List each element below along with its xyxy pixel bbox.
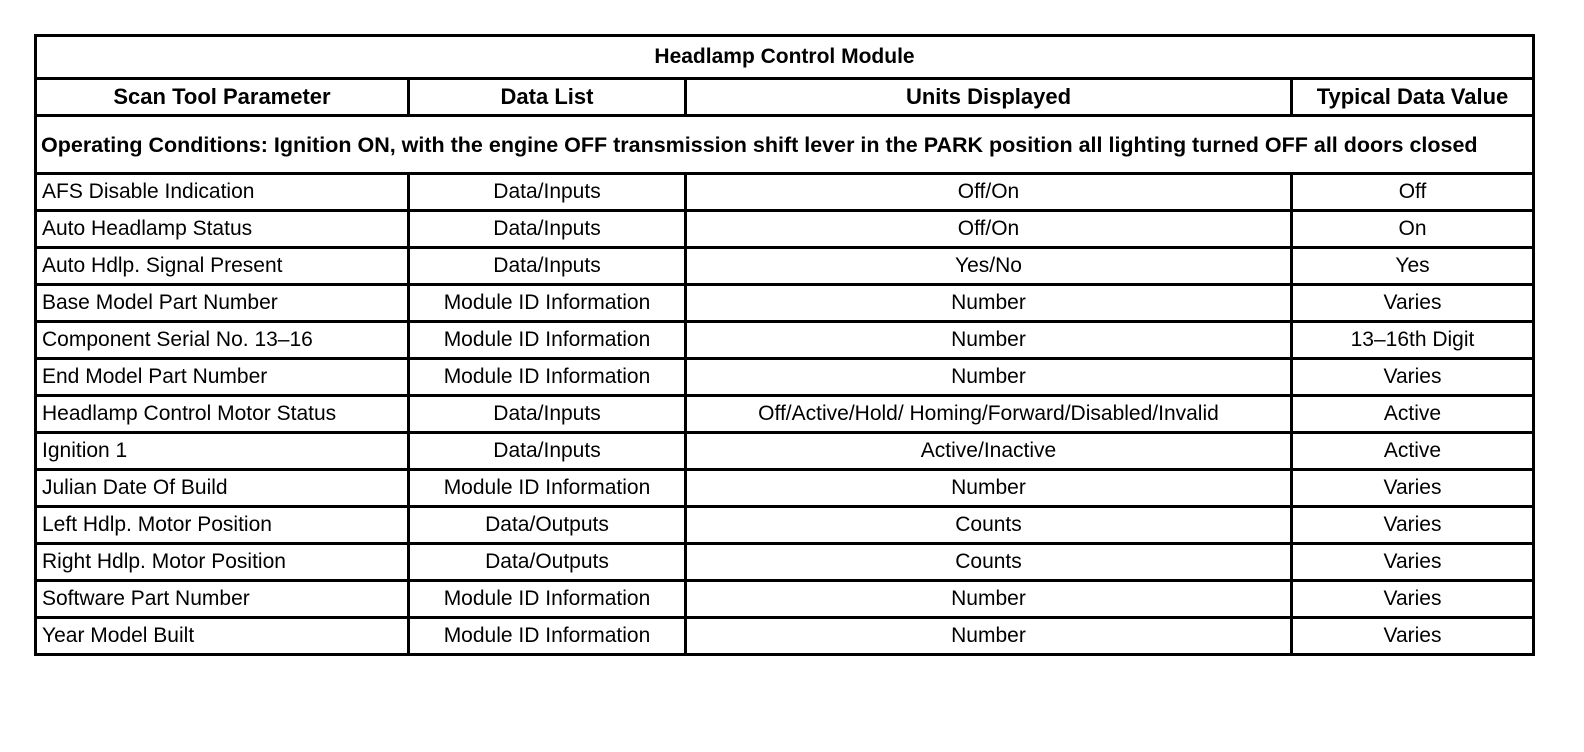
cell-units: Off/On <box>686 211 1292 248</box>
cell-typical-value: Varies <box>1292 507 1534 544</box>
cell-data-list: Data/Inputs <box>409 433 686 470</box>
cell-typical-value: Varies <box>1292 470 1534 507</box>
cell-units: Number <box>686 470 1292 507</box>
cell-data-list: Data/Inputs <box>409 396 686 433</box>
cell-units: Off/On <box>686 174 1292 211</box>
cell-parameter: Headlamp Control Motor Status <box>36 396 409 433</box>
cell-units: Yes/No <box>686 248 1292 285</box>
cell-units: Number <box>686 359 1292 396</box>
cell-data-list: Data/Inputs <box>409 174 686 211</box>
cell-units: Number <box>686 322 1292 359</box>
cell-data-list: Module ID Information <box>409 285 686 322</box>
table-row <box>36 211 1534 248</box>
table-row <box>36 174 1534 211</box>
operating-conditions-row <box>36 116 1534 174</box>
cell-typical-value: Varies <box>1292 359 1534 396</box>
cell-parameter: Auto Headlamp Status <box>36 211 409 248</box>
cell-parameter: Left Hdlp. Motor Position <box>36 507 409 544</box>
cell-units: Number <box>686 618 1292 655</box>
cell-typical-value: Varies <box>1292 285 1534 322</box>
column-header-data-list: Data List <box>409 79 686 116</box>
cell-typical-value: Active <box>1292 396 1534 433</box>
column-header-typical-value: Typical Data Value <box>1292 79 1534 116</box>
cell-units: Active/Inactive <box>686 433 1292 470</box>
table-row <box>36 618 1534 655</box>
cell-units: Counts <box>686 507 1292 544</box>
cell-data-list: Module ID Information <box>409 470 686 507</box>
cell-typical-value: Yes <box>1292 248 1534 285</box>
cell-units: Counts <box>686 544 1292 581</box>
cell-parameter: Software Part Number <box>36 581 409 618</box>
operating-conditions: Operating Conditions: Ignition ON, with the engine OFF transmission shift lever in the PARK position all lighting turned OFF all doors closed <box>36 116 1534 174</box>
cell-data-list: Data/Inputs <box>409 248 686 285</box>
cell-parameter: Component Serial No. 13–16 <box>36 322 409 359</box>
table-row <box>36 433 1534 470</box>
table-row <box>36 544 1534 581</box>
column-header-units: Units Displayed <box>686 79 1292 116</box>
cell-parameter: Year Model Built <box>36 618 409 655</box>
cell-data-list: Data/Inputs <box>409 211 686 248</box>
cell-parameter: Base Model Part Number <box>36 285 409 322</box>
cell-typical-value: Varies <box>1292 618 1534 655</box>
table-row <box>36 322 1534 359</box>
cell-data-list: Module ID Information <box>409 618 686 655</box>
table-row <box>36 248 1534 285</box>
table-row <box>36 396 1534 433</box>
table-row <box>36 581 1534 618</box>
table-title-row <box>36 36 1534 79</box>
cell-typical-value: Varies <box>1292 544 1534 581</box>
cell-typical-value: Off <box>1292 174 1534 211</box>
cell-data-list: Data/Outputs <box>409 507 686 544</box>
table-title: Headlamp Control Module <box>36 36 1534 79</box>
cell-data-list: Module ID Information <box>409 359 686 396</box>
cell-parameter: AFS Disable Indication <box>36 174 409 211</box>
cell-parameter: Right Hdlp. Motor Position <box>36 544 409 581</box>
cell-parameter: Ignition 1 <box>36 433 409 470</box>
cell-typical-value: Active <box>1292 433 1534 470</box>
table-header-row <box>36 79 1534 116</box>
table-row <box>36 470 1534 507</box>
cell-parameter: Julian Date Of Build <box>36 470 409 507</box>
cell-units: Number <box>686 285 1292 322</box>
cell-units: Off/Active/Hold/ Homing/Forward/Disabled/Invalid <box>686 396 1292 433</box>
cell-parameter: End Model Part Number <box>36 359 409 396</box>
cell-parameter: Auto Hdlp. Signal Present <box>36 248 409 285</box>
cell-data-list: Module ID Information <box>409 581 686 618</box>
table-row <box>36 285 1534 322</box>
headlamp-control-module-table <box>34 34 1535 656</box>
table-row <box>36 507 1534 544</box>
table-row <box>36 359 1534 396</box>
cell-typical-value: 13–16th Digit <box>1292 322 1534 359</box>
column-header-parameter: Scan Tool Parameter <box>36 79 409 116</box>
cell-units: Number <box>686 581 1292 618</box>
cell-typical-value: Varies <box>1292 581 1534 618</box>
cell-typical-value: On <box>1292 211 1534 248</box>
cell-data-list: Data/Outputs <box>409 544 686 581</box>
cell-data-list: Module ID Information <box>409 322 686 359</box>
